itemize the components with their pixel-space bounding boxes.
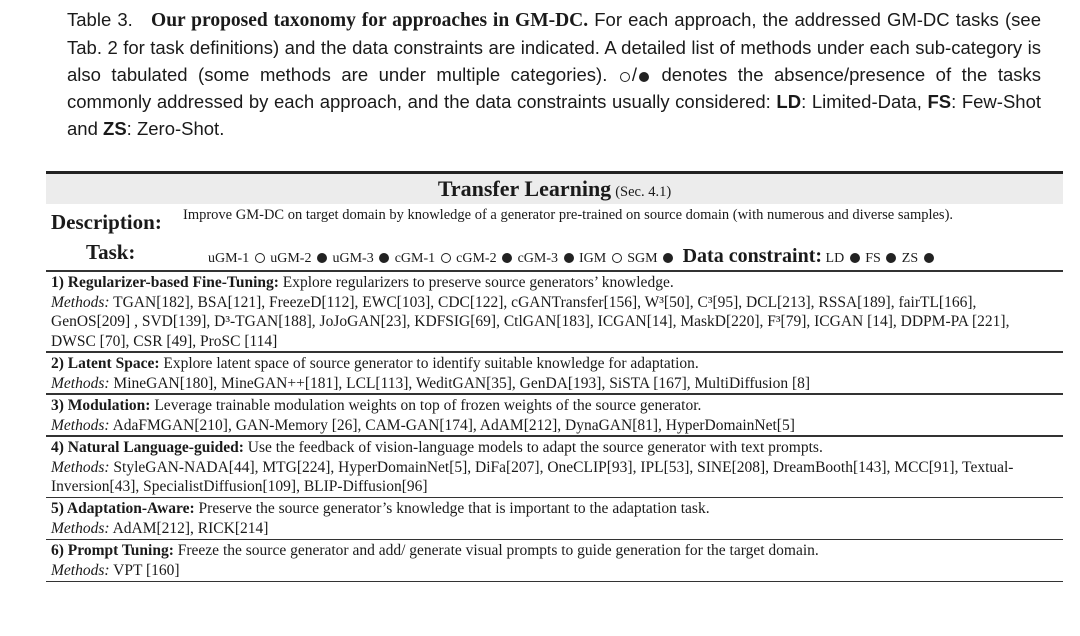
task-line	[208, 245, 936, 268]
absent-circle-icon	[441, 253, 451, 263]
present-circle-icon	[924, 253, 934, 263]
absent-circle-icon	[620, 72, 630, 82]
constraint-list	[826, 251, 936, 266]
task-list	[208, 251, 679, 266]
taxonomy-table	[46, 171, 1063, 582]
methods-label: Methods:	[51, 562, 110, 579]
section-heading-line	[51, 498, 1058, 519]
present-circle-icon	[639, 72, 649, 82]
table-header-block	[46, 174, 1063, 267]
methods-label: Methods:	[51, 374, 110, 392]
section-description: Explore regularizers to preserve source generators’ knowledge.	[278, 273, 674, 291]
methods-label: Methods:	[51, 293, 110, 311]
section-methods	[51, 416, 1058, 436]
and-text: and	[67, 118, 104, 139]
section-heading: 1) Regularizer-based Fine-Tuning:	[51, 273, 279, 291]
methods-label: Methods:	[51, 416, 110, 434]
description-label: Description:	[51, 210, 162, 234]
ld-abbrev: LD	[776, 91, 802, 112]
fs-abbrev: FS	[927, 91, 952, 112]
present-circle-icon	[886, 253, 896, 263]
section-description: Use the feedback of vision-language models to adapt the source generator with text prompts.	[243, 438, 823, 456]
task-item: cGM-2	[456, 251, 497, 266]
table-header	[46, 174, 1063, 204]
task-item: IGM	[579, 251, 607, 266]
table-section	[46, 272, 1063, 352]
zs-definition: Zero-Shot	[136, 118, 220, 139]
constraint-item: LD	[825, 251, 845, 266]
task-item: SGM	[627, 251, 658, 266]
task-label: Task:	[86, 240, 136, 264]
section-heading: 4) Natural Language-guided:	[51, 438, 244, 456]
section-description: Freeze the source generator and add/ generate visual prompts to guide generation for the target domain.	[173, 542, 819, 559]
section-heading: 5) Adaptation-Aware:	[51, 500, 195, 517]
absent-circle-icon	[255, 253, 265, 263]
methods-list: AdaFMGAN[210], GAN-Memory [26], CAM-GAN[174], AdAM[212], DynaGAN[81], HyperDomainNet[5]	[109, 416, 795, 434]
table-section	[46, 395, 1063, 436]
header-title: Transfer Learning	[437, 176, 612, 201]
table-caption: Table 3. Our proposed taxonomy for approaches in GM-DC. For each approach, the addressed GM-DC tasks (see Tab. 2 for task definitions) and the data constraints are indicated. A detailed list of methods under each sub-category is also tabulated (some methods are under multiple categories). / denotes the absence/presence of the tasks commonly addressed by each approach, and the data constraints usually considered: LD: Limited-Data, FS: Few-Shot and ZS: Zero-Shot.	[67, 9, 1041, 139]
present-circle-icon	[317, 253, 327, 263]
section-heading-line	[51, 395, 1058, 416]
section-heading-line	[51, 437, 1058, 458]
constraint-item: FS	[865, 251, 881, 266]
methods-label: Methods:	[51, 458, 110, 476]
section-description: Explore latent space of source generator to identify suitable knowledge for adaptation.	[159, 354, 699, 372]
present-circle-icon	[663, 253, 673, 263]
present-circle-icon	[564, 253, 574, 263]
present-circle-icon	[379, 253, 389, 263]
section-heading: 2) Latent Space:	[51, 354, 160, 372]
caption-text-1: For each approach, the addressed GM-DC tasks (see Tab. 2 for task definitions) and the data constraints are indicated. A detailed list of methods under each sub-category is also tabulated (some methods are under multiple categories).	[67, 9, 1041, 85]
sections-list	[46, 272, 1063, 583]
methods-list: VPT [160]	[109, 562, 180, 579]
methods-label: Methods:	[51, 520, 110, 537]
task-item: uGM-1	[208, 251, 250, 266]
methods-list: AdAM[212], RICK[214]	[109, 520, 269, 537]
task-item: cGM-3	[517, 251, 559, 266]
caption-text-2: denotes the absence/presence of the tasks commonly addressed by each approach, and the data constraints usually considered:	[67, 64, 1041, 112]
task-item: uGM-2	[270, 251, 312, 266]
methods-list: StyleGAN-NADA[44], MTG[224], HyperDomainNet[5], DiFa[207], OneCLIP[93], IPL[53], SINE[208], DreamBooth[143], MCC[91], Textual-Inversion[43], SpecialistDiffusion[109], BLIP-Diffusion[96]	[51, 458, 1014, 495]
section-heading-line	[51, 353, 1058, 374]
section-heading: 3) Modulation:	[51, 396, 151, 414]
fs-definition: Few-Shot	[961, 91, 1041, 112]
section-heading: 6) Prompt Tuning:	[51, 542, 174, 559]
table-section	[46, 353, 1063, 394]
section-methods	[51, 458, 1058, 497]
section-description: Preserve the source generator’s knowledge that is important to the adaptation task.	[194, 500, 710, 517]
header-section-ref: (Sec. 4.1)	[615, 184, 672, 200]
ld-definition: Limited-Data	[811, 91, 917, 112]
section-methods	[51, 374, 1058, 394]
table-rule	[46, 581, 1063, 583]
section-heading-line	[51, 540, 1058, 561]
present-circle-icon	[502, 253, 512, 263]
caption-label: Table 3.	[67, 9, 133, 30]
section-methods	[51, 293, 1058, 352]
table-section	[46, 437, 1063, 497]
section-methods	[51, 561, 1058, 581]
data-constraint-label: Data constraint:	[682, 245, 823, 267]
task-item: cGM-1	[394, 251, 436, 266]
absent-circle-icon	[612, 253, 622, 263]
section-methods	[51, 519, 1058, 539]
constraint-item: ZS	[901, 251, 919, 266]
caption-title: Our proposed taxonomy for approaches in GM-DC.	[151, 10, 589, 31]
zs-abbrev: ZS	[103, 118, 127, 139]
methods-list: TGAN[182], BSA[121], FreezeD[112], EWC[103], CDC[122], cGANTransfer[156], W³[50], C³[95], DCL[213], RSSA[189], fairTL[166], GenOS[209] , SVD[139], D³-TGAN[188], JoJoGAN[23], KDFSIG[69], CtlGAN[183], ICGAN[14], MaskD[220], F³[79], ICGAN [14], DDPM-PA [221], DWSC [70], CSR [49], ProSC [114]	[51, 293, 1010, 350]
description-text: Improve GM-DC on target domain by knowledge of a generator pre-trained on source domain (with numerous and diverse samples).	[183, 207, 954, 223]
methods-list: MineGAN[180], MineGAN++[181], LCL[113], WeditGAN[35], GenDA[193], SiSTA [167], MultiDiffusion [8]	[109, 374, 811, 392]
table-section	[46, 498, 1063, 539]
section-description: Leverage trainable modulation weights on top of frozen weights of the source generator.	[150, 396, 702, 414]
present-circle-icon	[850, 253, 860, 263]
task-item: uGM-3	[332, 251, 374, 266]
table-section	[46, 540, 1063, 581]
section-heading-line	[51, 272, 1058, 293]
